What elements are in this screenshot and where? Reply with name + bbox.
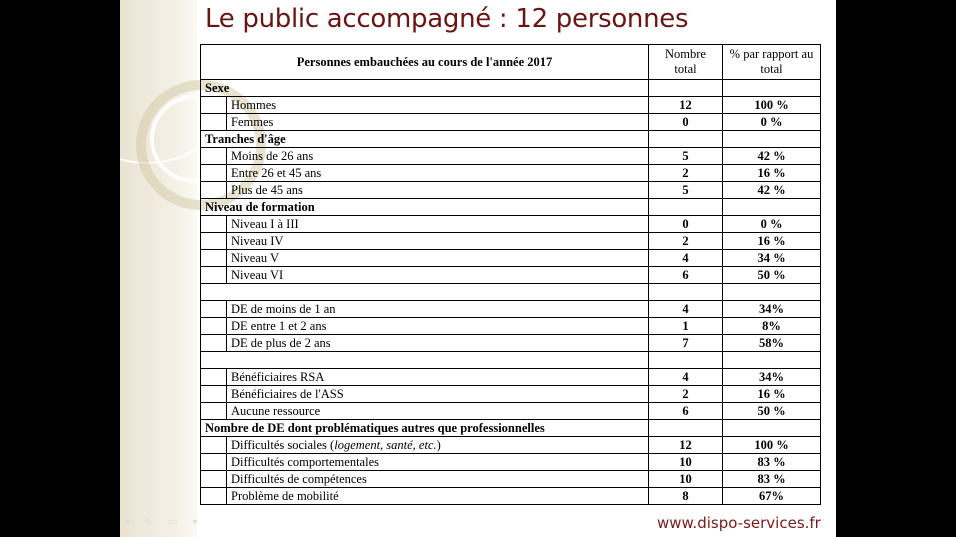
empty-cell	[649, 80, 723, 97]
table-row	[201, 233, 821, 250]
row-count: 0	[649, 216, 723, 233]
empty-cell	[201, 352, 649, 369]
row-label: Entre 26 et 45 ans	[227, 165, 649, 182]
indent-cell	[201, 403, 227, 420]
empty-cell	[649, 284, 723, 301]
indent-cell	[201, 301, 227, 318]
indent-cell	[201, 318, 227, 335]
table-row	[201, 454, 821, 471]
table-body	[201, 80, 821, 505]
row-count: 6	[649, 267, 723, 284]
row-label: Bénéficiaires RSA	[227, 369, 649, 386]
row-label: Bénéficiaires de l'ASS	[227, 386, 649, 403]
header-count: Nombre total	[649, 45, 723, 80]
table-section-row	[201, 199, 821, 216]
indent-cell	[201, 97, 227, 114]
row-label: DE entre 1 et 2 ans	[227, 318, 649, 335]
row-count: 4	[649, 301, 723, 318]
row-label	[227, 437, 649, 454]
table-row	[201, 148, 821, 165]
empty-cell	[723, 80, 821, 97]
row-count: 12	[649, 437, 723, 454]
row-percent: 16 %	[723, 386, 821, 403]
row-count: 4	[649, 369, 723, 386]
decorative-sidebar	[120, 0, 197, 537]
table-row	[201, 114, 821, 131]
table-section-row	[201, 80, 821, 97]
table-row	[201, 267, 821, 284]
indent-cell	[201, 488, 227, 505]
table-row	[201, 97, 821, 114]
row-count: 7	[649, 335, 723, 352]
row-label: Niveau IV	[227, 233, 649, 250]
row-label-emphasis: logement, santé, etc.	[334, 438, 437, 452]
table-row	[201, 335, 821, 352]
row-count: 2	[649, 386, 723, 403]
section-label: Tranches d'âge	[201, 131, 649, 148]
table-section-row	[201, 420, 821, 437]
table-row	[201, 301, 821, 318]
empty-cell	[723, 131, 821, 148]
row-percent: 100 %	[723, 437, 821, 454]
row-percent: 42 %	[723, 182, 821, 199]
table-section-row	[201, 131, 821, 148]
row-count: 5	[649, 182, 723, 199]
table-row	[201, 250, 821, 267]
header-percent: % par rapport au total	[723, 45, 821, 80]
row-count: 4	[649, 250, 723, 267]
indent-cell	[201, 267, 227, 284]
table-row	[201, 386, 821, 403]
section-label: Sexe	[201, 80, 649, 97]
table-row	[201, 488, 821, 505]
table-row	[201, 216, 821, 233]
table-row	[201, 369, 821, 386]
row-count: 2	[649, 233, 723, 250]
table-row	[201, 318, 821, 335]
row-label: Niveau I à III	[227, 216, 649, 233]
slide-nav-icons[interactable]: ◂ ✎ ▭ ▾	[124, 517, 204, 528]
indent-cell	[201, 335, 227, 352]
indent-cell	[201, 454, 227, 471]
row-percent: 58%	[723, 335, 821, 352]
row-percent: 100 %	[723, 97, 821, 114]
indent-cell	[201, 216, 227, 233]
row-label: Niveau V	[227, 250, 649, 267]
row-label-end: )	[436, 438, 441, 452]
table-header-row	[201, 45, 821, 80]
slide	[120, 0, 836, 537]
indent-cell	[201, 165, 227, 182]
indent-cell	[201, 471, 227, 488]
row-count: 1	[649, 318, 723, 335]
row-percent: 50 %	[723, 267, 821, 284]
indent-cell	[201, 114, 227, 131]
row-count: 0	[649, 114, 723, 131]
empty-cell	[649, 131, 723, 148]
empty-cell	[723, 420, 821, 437]
empty-cell	[723, 352, 821, 369]
table-row	[201, 165, 821, 182]
row-label: DE de plus de 2 ans	[227, 335, 649, 352]
row-percent: 34 %	[723, 250, 821, 267]
empty-cell	[649, 352, 723, 369]
row-percent: 83 %	[723, 454, 821, 471]
empty-cell	[723, 199, 821, 216]
row-percent: 16 %	[723, 165, 821, 182]
header-label: Personnes embauchées au cours de l'année 2017	[201, 45, 649, 80]
row-percent: 42 %	[723, 148, 821, 165]
section-label: Nombre de DE dont problématiques autres que professionnelles	[201, 420, 649, 437]
indent-cell	[201, 386, 227, 403]
row-label: Plus de 45 ans	[227, 182, 649, 199]
table-row	[201, 471, 821, 488]
row-label: Difficultés comportementales	[227, 454, 649, 471]
row-percent: 83 %	[723, 471, 821, 488]
row-percent: 0 %	[723, 114, 821, 131]
empty-cell	[649, 420, 723, 437]
statistics-table	[200, 44, 821, 505]
row-label: Niveau VI	[227, 267, 649, 284]
table-row	[201, 437, 821, 454]
indent-cell	[201, 437, 227, 454]
row-percent: 67%	[723, 488, 821, 505]
row-percent: 16 %	[723, 233, 821, 250]
row-label: DE de moins de 1 an	[227, 301, 649, 318]
row-label: Aucune ressource	[227, 403, 649, 420]
row-label-text: Difficultés sociales (	[231, 438, 335, 452]
row-percent: 8%	[723, 318, 821, 335]
table-spacer-row	[201, 284, 821, 301]
empty-cell	[649, 199, 723, 216]
indent-cell	[201, 148, 227, 165]
row-count: 6	[649, 403, 723, 420]
row-percent: 0 %	[723, 216, 821, 233]
row-percent: 34%	[723, 301, 821, 318]
row-count: 8	[649, 488, 723, 505]
indent-cell	[201, 250, 227, 267]
row-percent: 34%	[723, 369, 821, 386]
row-count: 10	[649, 471, 723, 488]
row-label: Difficultés de compétences	[227, 471, 649, 488]
row-percent: 50 %	[723, 403, 821, 420]
table-spacer-row	[201, 352, 821, 369]
row-count: 5	[649, 148, 723, 165]
indent-cell	[201, 369, 227, 386]
row-label: Femmes	[227, 114, 649, 131]
row-label: Moins de 26 ans	[227, 148, 649, 165]
row-count: 12	[649, 97, 723, 114]
footer-website: www.dispo-services.fr	[657, 514, 821, 532]
table-row	[201, 182, 821, 199]
row-label: Problème de mobilité	[227, 488, 649, 505]
slide-title: Le public accompagné : 12 personnes	[205, 4, 689, 34]
indent-cell	[201, 233, 227, 250]
indent-cell	[201, 182, 227, 199]
row-label: Hommes	[227, 97, 649, 114]
section-label: Niveau de formation	[201, 199, 649, 216]
row-count: 2	[649, 165, 723, 182]
row-count: 10	[649, 454, 723, 471]
table-row	[201, 403, 821, 420]
empty-cell	[723, 284, 821, 301]
empty-cell	[201, 284, 649, 301]
